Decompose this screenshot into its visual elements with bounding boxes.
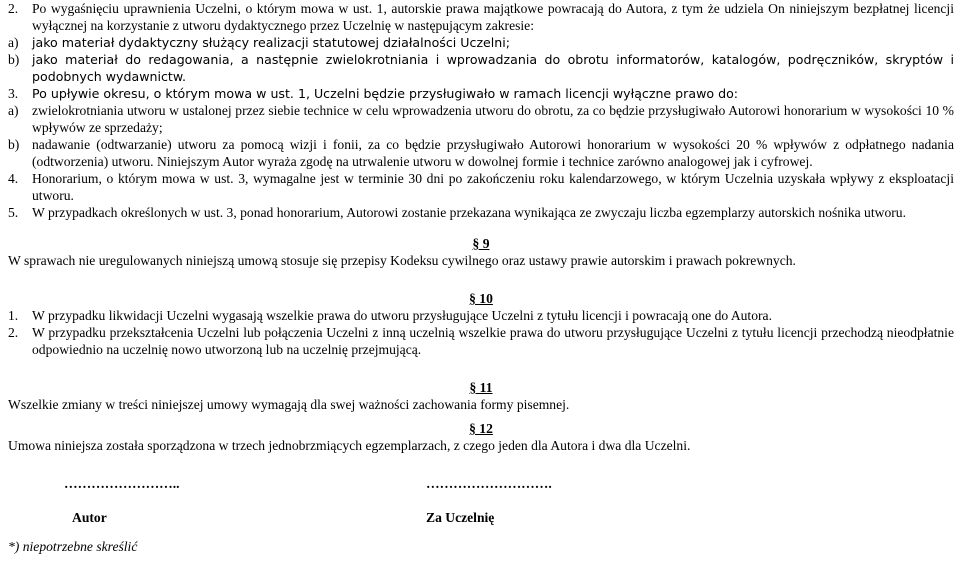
section-10-item-2 (8, 324, 954, 358)
item-number: 2. (8, 325, 19, 340)
paragraph-4 (8, 170, 954, 204)
item-text: W przypadku przekształcenia Uczelni lub połączenia Uczelni z inną uczelnią wszelkie prawa do utworu przysługujące Uczelni z tytułu licencji przechodzą nieodpłatnie odpowiednio na uczelnię nowo utworzoną lub na uczelnię przejmującą. (32, 325, 954, 357)
contract-page (8, 0, 954, 555)
signature-row (8, 475, 954, 527)
item-text: jako materiał dydaktyczny służący realizacji statutowej działalności Uczelni; (32, 35, 511, 50)
paragraph-2b (8, 51, 954, 85)
section-10-heading: § 10 (469, 291, 493, 306)
university-label: Za Uczelnię (426, 510, 495, 525)
section-10-item-1 (8, 307, 954, 324)
section-9-text: W sprawach nie uregulowanych niniejszą umową stosuje się przepisy Kodeksu cywilnego oraz ustawy prawie autorskim i prawach pokrewnych. (8, 253, 796, 268)
section-11-heading: § 11 (469, 380, 493, 395)
paragraph-2 (8, 0, 954, 34)
section-12-text: Umowa niniejsza została sporządzona w trzech jednobrzmiących egzemplarzach, z czego jeden dla Autora i dwa dla Uczelni. (8, 438, 691, 453)
paragraph-text: Po upływie okresu, o którym mowa w ust. 1, Uczelni będzie przysługiwało w ramach licencji wyłączne prawo do: (32, 86, 739, 101)
item-text: jako materiał do redagowania, a następnie zwielokrotniania i wprowadzania do obrotu informatorów, katalogów, podręczników, skryptów i podobnych wydawnictw. (32, 52, 954, 84)
paragraph-text: W przypadkach określonych w ust. 3, ponad honorarium, Autorowi zostanie przekazana wynikająca ze zwyczaju liczba egzemplarzy autorskich nośnika utworu. (32, 205, 906, 220)
paragraph-text: Honorarium, o którym mowa w ust. 3, wymagalne jest w terminie 30 dni po zakończeniu roku kalendarzowego, w którym Uczelnia uzyskała wpływy z eksploatacji utworu. (32, 171, 954, 203)
section-12-heading: § 12 (469, 421, 493, 436)
item-number: 1. (8, 308, 19, 323)
signature-line: …………………….. (64, 476, 180, 491)
item-label: b) (8, 52, 20, 67)
paragraph-3b (8, 136, 954, 170)
item-label: a) (8, 103, 19, 118)
paragraph-text: Po wygaśnięciu uprawnienia Uczelni, o którym mowa w ust. 1, autorskie prawa majątkowe powracają do Autora, z tym że udziela On niniejszym bezpłatnej licencji wyłącznej na korzystanie z utworu dydaktycznego przez Uczelnię w następującym zakresie: (32, 1, 954, 33)
item-label: b) (8, 137, 20, 152)
signature-line: ………………………. (426, 476, 552, 491)
paragraph-2a (8, 34, 954, 51)
item-text: zwielokrotniania utworu w ustalonej przez siebie technice w celu wprowadzenia utworu do obrotu, za co będzie przysługiwało Autorowi honorarium w wysokości 10 % wpływów ze sprzedaży; (32, 103, 954, 135)
paragraph-number: 4. (8, 171, 19, 186)
paragraph-number: 2. (8, 1, 19, 16)
section-9-heading: § 9 (472, 236, 490, 251)
section-11-text: Wszelkie zmiany w treści niniejszej umowy wymagają dla swej ważności zachowania formy pisemnej. (8, 397, 570, 412)
university-signature (426, 475, 552, 526)
item-text: W przypadku likwidacji Uczelni wygasają wszelkie prawa do utworu przysługujące Uczelni z tytułu licencji i powracają one do Autora. (32, 308, 772, 323)
paragraph-5 (8, 204, 954, 221)
footnote: *) niepotrzebne skreślić (8, 539, 138, 554)
item-text: nadawanie (odtwarzanie) utworu za pomocą wizji i fonii, za co będzie przysługiwało Autorowi honorarium w wysokości 20 % wpływów z odpłatnego nadania (odtworzenia) utworu. Niniejszym Autor wyraża zgodę na utrwalenie utworu w dowolnej formie i technice zarówno analogowej jak i cyfrowej. (32, 137, 954, 169)
author-signature (64, 475, 180, 526)
paragraph-3a (8, 102, 954, 136)
paragraph-number: 3. (8, 86, 19, 101)
item-label: a) (8, 35, 19, 50)
author-label: Autor (72, 510, 107, 525)
paragraph-number: 5. (8, 205, 19, 220)
paragraph-3 (8, 85, 954, 102)
